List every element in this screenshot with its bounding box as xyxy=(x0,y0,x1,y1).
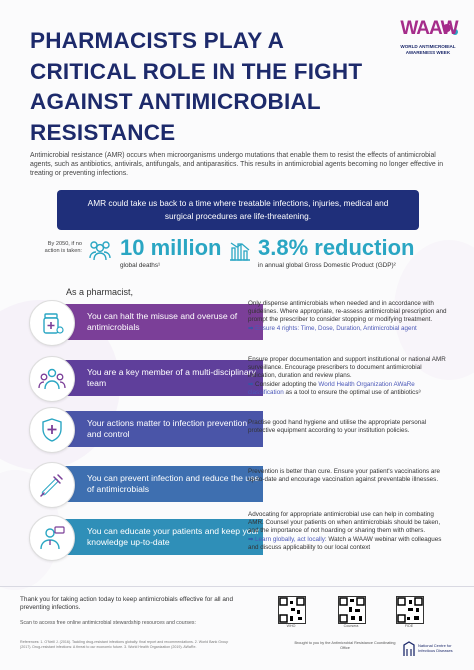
role-description xyxy=(248,419,450,435)
role-title: You can halt the misuse and overuse of antimicrobials xyxy=(87,311,238,332)
ncid-name: National Centre for Infectious Diseases xyxy=(418,643,453,653)
shield-icon xyxy=(38,416,66,444)
role-title-bar xyxy=(59,304,263,340)
role-action-text: Ensure 4 rights: Time, Dose, Duration, Antimicrobial agent xyxy=(255,324,417,332)
role-action-extra: as a tool to ensure the optimal use of antibiotics³ xyxy=(283,388,421,396)
role-action-extra: : Watch a WAAW webinar with colleagues and discuss applicability to our local context xyxy=(248,535,442,551)
role-desc-text: Advocating for appropriate antimicrobial use can help in combating AMR. Counsel your patients on when antimicrobials should be taken, and the importance of not hoarding or sharing them with others. xyxy=(248,511,441,535)
arrow-icon: ➡ xyxy=(248,380,254,388)
qr-code-who[interactable] xyxy=(278,596,306,624)
qr-code-fide[interactable] xyxy=(396,596,424,624)
logo-subtitle: WORLD ANTIMICROBIAL AWARENESS WEEK xyxy=(400,44,456,55)
footer-divider xyxy=(0,586,474,587)
intro-paragraph: Antimicrobial resistance (AMR) occurs when microorganisms undergo mutations that enable them to resist the effects of antimicrobial agents, such as antibiotics, antivirals, antifungals, and antiparasitics. This results in antimicrobial agents becoming no longer effective in treating or preventing infections. xyxy=(30,152,444,177)
qr-label-who: WHO xyxy=(286,624,296,628)
pill-bottle-icon xyxy=(38,309,66,337)
bar-chart-icon xyxy=(228,238,252,262)
stats-prefix: By 2050, if no action is taken: xyxy=(44,241,82,254)
role-title: You can educate your patients and keep your knowledge up-to-date xyxy=(87,526,260,547)
ncid-logo-icon xyxy=(402,641,416,657)
deaths-label: global deaths¹ xyxy=(120,262,161,269)
role-desc-text: Ensure proper documentation and support institutional or national AMR surveillance. Encourage prescribers to document antimicrobial indication, duration and review plans. xyxy=(248,356,446,380)
thank-you-text: Thank you for taking action today to keep antimicrobials effective for all and preventing infections. xyxy=(20,596,234,612)
brought-to-you-text: Brought to you by the Antimicrobial Resistance Coordinating Office xyxy=(294,641,396,650)
role-icon-circle xyxy=(29,407,75,453)
gdp-value: 3.8% reduction xyxy=(258,235,415,260)
role-description xyxy=(248,300,450,333)
arrow-icon: ➡ xyxy=(248,535,254,543)
role-description xyxy=(248,356,450,397)
role-icon-circle xyxy=(29,300,75,346)
qr-label-fide: FIDE xyxy=(404,624,414,628)
gdp-label: in annual global Gross Domestic Product (GDP)² xyxy=(258,262,396,269)
role-title: You can prevent infection and reduce the use of antimicrobials xyxy=(87,473,260,494)
deaths-value: 10 million xyxy=(120,235,222,260)
team-icon xyxy=(38,365,66,393)
people-group-icon xyxy=(88,238,112,262)
role-icon-circle xyxy=(29,462,75,508)
qr-code-coursera[interactable] xyxy=(338,596,366,624)
role-title-bar xyxy=(59,360,263,396)
syringe-icon xyxy=(38,471,66,499)
role-description xyxy=(248,468,450,484)
role-title-bar xyxy=(59,466,263,502)
learn-globally-link[interactable]: Learn globally, act locally xyxy=(255,535,325,543)
role-desc-text: Practise good hand hygiene and utilise the appropriate personal protective equipment according to your institution policies. xyxy=(248,419,427,435)
role-desc-text: Prevention is better than cure. Ensure your patient's vaccinations are up-to-date and encourage vaccination against preventable illnesses. xyxy=(248,468,440,484)
educator-icon xyxy=(38,524,66,552)
references-text: References: 1. O'Neill J. (2016). Tackling drug-resistant infections globally: final report and recommendations. 2. World Bank Group (2017). Drug-resistant infections: A threat to our economic future. 3. World Health Organization (2019). AWaRe. xyxy=(20,640,229,649)
qr-label-coursera: Coursera xyxy=(343,624,359,628)
page-title: PHARMACISTS PLAY A CRITICAL ROLE IN THE FIGHT AGAINST ANTIMICROBIAL RESISTANCE xyxy=(30,28,363,145)
role-action-text: Consider adopting the xyxy=(255,380,319,388)
role-desc-text: Only dispense antimicrobials when needed and in accordance with guidelines. Where appropriate, re-assess antimicrobial prescription and prompt the prescriber to consider stopping or modifying treatment. xyxy=(248,300,447,324)
role-title-bar xyxy=(59,519,263,555)
role-title: Your actions matter to infection prevention and control xyxy=(87,418,248,439)
banner-text: AMR could take us back to a time where treatable infections, injuries, medical and surgical procedures are life-threatening. xyxy=(87,198,389,221)
aware-classification-link[interactable]: World Health Organization AWaRe classification xyxy=(248,380,415,396)
role-title: You are a key member of a multi-disciplinary team xyxy=(87,367,256,388)
role-icon-circle xyxy=(29,356,75,402)
arrow-icon: ➡ xyxy=(248,324,254,332)
role-title-bar xyxy=(59,411,263,447)
role-description xyxy=(248,511,450,552)
as-pharmacist-label: As a pharmacist, xyxy=(66,287,134,297)
role-icon-circle xyxy=(29,515,75,561)
logo-wordmark: WAAW xyxy=(400,18,458,39)
amr-warning-banner xyxy=(57,190,419,230)
scan-instruction: Scan to access free online antimicrobial stewardship resources and courses: xyxy=(20,620,196,626)
